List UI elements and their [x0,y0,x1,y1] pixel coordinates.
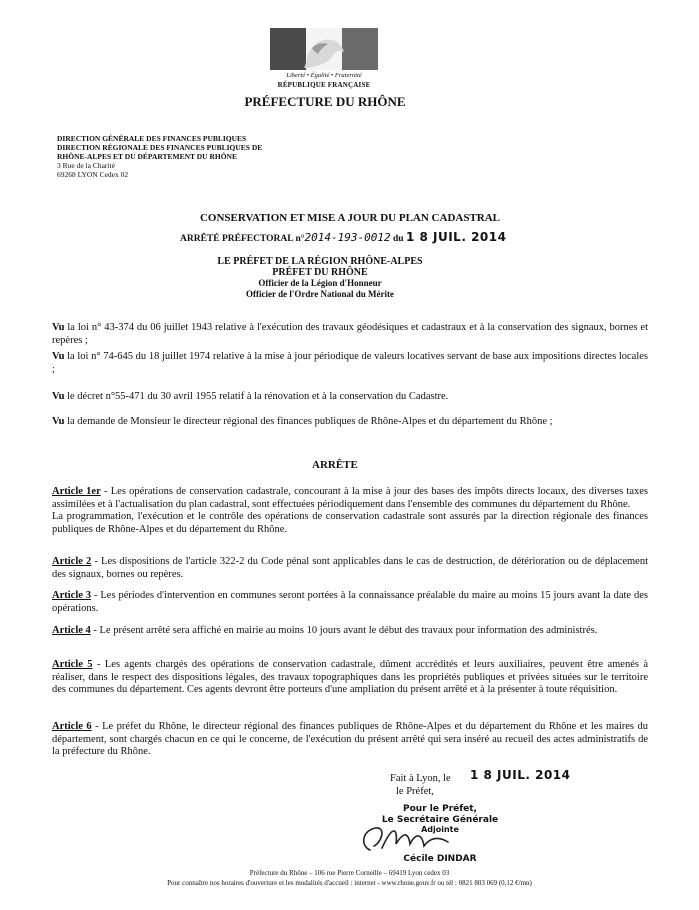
article-label: Article 4 [52,625,91,636]
closing-date-stamp: 1 8 JUIL. 2014 [470,768,571,782]
article-label: Article 2 [52,556,92,567]
visa-paragraph [52,391,648,404]
arrete-label: ARRÊTÉ PRÉFECTORAL [180,234,294,244]
article-text: - Le préfet du Rhône, le directeur régional des finances publiques de Rhône-Alpes et du département du Rhône et les maires du département, sont chargés chacun en ce qui le concerne, de l'exécution du présent arrêté qui sera inséré au recueil des actes administratifs de la préfecture du Rhône. [52,721,648,757]
marianne-logo [270,28,378,70]
visa-text: la demande de Monsieur le directeur régional des finances publiques de Rhône-Alpes et du département du Rhône ; [64,416,553,427]
visa-text: le décret n°55-471 du 30 avril 1955 relatif à la rénovation et à la conservation du Cadastre. [64,391,449,402]
article-paragraph [52,625,648,638]
article-text: - Les périodes d'intervention en communes seront portées à la connaissance préalable du maire au moins 15 jours avant la date des opérations. [52,590,648,614]
article-label: Article 3 [52,590,92,601]
article-label: Article 6 [52,721,92,732]
direction-line: DIRECTION GÉNÉRALE DES FINANCES PUBLIQUES [57,134,247,143]
article-text-extra: La programmation, l'exécution et le contrôle des opérations de conservation cadastrale sont assurés par la direction régionale des finances publiques de Rhône-Alpes et du département du Rhône. [52,511,648,535]
prefet-line: PRÉFET DU RHÔNE [272,267,368,278]
republic-motto: Liberté • Égalité • Fraternité [286,72,362,79]
signatory-name: Cécile DINDAR [403,853,477,864]
address-street: 3 Rue de la Charité [57,161,115,170]
direction-line: DIRECTION RÉGIONALE DES FINANCES PUBLIQUES DE [57,143,263,152]
article-text: - Les dispositions de l'article 322-2 du Code pénal sont applicables dans le cas de destruction, de détérioration ou de déplacement des signaux, bornes ou repères. [52,556,648,580]
signature-role-2: Adjointe [421,825,459,834]
direction-line: RHÔNE-ALPES ET DU DÉPARTEMENT DU RHÔNE [57,152,237,161]
article-text: - Les opérations de conservation cadastrale, concourant à la mise à jour des bases des impôts directs locaux, des diverses taxes assimilées et à l'actualisation du plan cadastral, sont effectuées périodiquement dans l'ensemble des communes du département du Rhône. [52,486,648,510]
article-paragraph [52,659,648,697]
address-city: 69268 LYON Cedex 02 [57,170,129,179]
article-text: - Les agents chargés des opérations de conservation cadastrale, dûment accrédités et leurs auxiliaires, peuvent être amenés à réaliser, dans le respect des dispositions légales, des travaux topographiques dans les propriétés publiques et privées situées sur le territoire des communes du département. Ces agents devront être porteurs d'une ampliation du présent arrêté et à la présenter à toute réquisition. [52,659,649,695]
le-prefet: le Préfet, [396,786,434,797]
visa-lead: Vu [52,351,65,362]
article-paragraph [52,556,648,581]
prefet-line: LE PRÉFET DE LA RÉGION RHÔNE-ALPES [217,256,423,267]
visa-text: la loi n° 43-374 du 06 juillet 1943 relative à l'exécution des travaux géodésiques et cadastraux et à la conservation des signaux, bornes et repères ; [52,322,648,346]
visa-text: la loi n° 74-645 du 18 juillet 1974 relative à la mise à jour périodique de valeurs locatives servant de base aux impositions directes locales ; [52,351,648,375]
signature-role: Le Secrétaire Générale [381,814,499,825]
prefecture-title: PRÉFECTURE DU RHÔNE [244,94,406,109]
visa-paragraph [52,322,648,347]
footer-contact: Pour connaître nos horaires d'ouverture et les modalités d'accueil : internet - www.rhone.gouv.fr ou tél : 0821 803 069 (0,12 €/mn) [167,879,532,887]
prefet-line: Officier de la Légion d'Honneur [258,278,382,288]
arrete-reference [180,230,506,244]
visa-lead: Vu [52,322,65,333]
visa-paragraph [52,351,648,376]
article-label: Article 5 [52,659,93,670]
marianne-profile-icon [298,32,348,70]
issuing-direction [57,134,347,179]
handwritten-signature-icon [352,820,462,860]
article-paragraph [52,721,648,759]
arrete-heading: ARRÊTE [312,459,358,471]
arrete-number: 2014-193-0012 [304,231,391,244]
closing-block [390,772,451,798]
visa-paragraph [52,416,648,429]
visa-lead: Vu [52,391,65,402]
visa-lead: Vu [52,416,65,427]
prefet-titles [200,256,440,300]
fait-a-lyon: Fait à Lyon, le [390,773,451,784]
signature-pour: Pour le Préfet, [403,804,477,814]
number-prefix: n° [295,234,305,244]
arrete-date-stamp: 1 8 JUIL. 2014 [405,230,507,244]
article-text: - Le présent arrêté sera affiché en mairie au moins 10 jours avant le début des travaux pour information des administrés. [90,625,598,636]
republic-name: RÉPUBLIQUE FRANÇAISE [277,81,371,89]
article-paragraph [52,590,648,615]
date-prefix: du [393,234,404,244]
document-title: CONSERVATION ET MISE A JOUR DU PLAN CADASTRAL [199,212,501,224]
prefet-line: Officier de l'Ordre National du Mérite [246,289,394,299]
article-paragraph [52,486,648,536]
article-label: Article 1er [52,486,101,497]
footer-address: Préfecture du Rhône – 106 rue Pierre Corneille – 69419 Lyon cedex 03 [249,869,450,877]
